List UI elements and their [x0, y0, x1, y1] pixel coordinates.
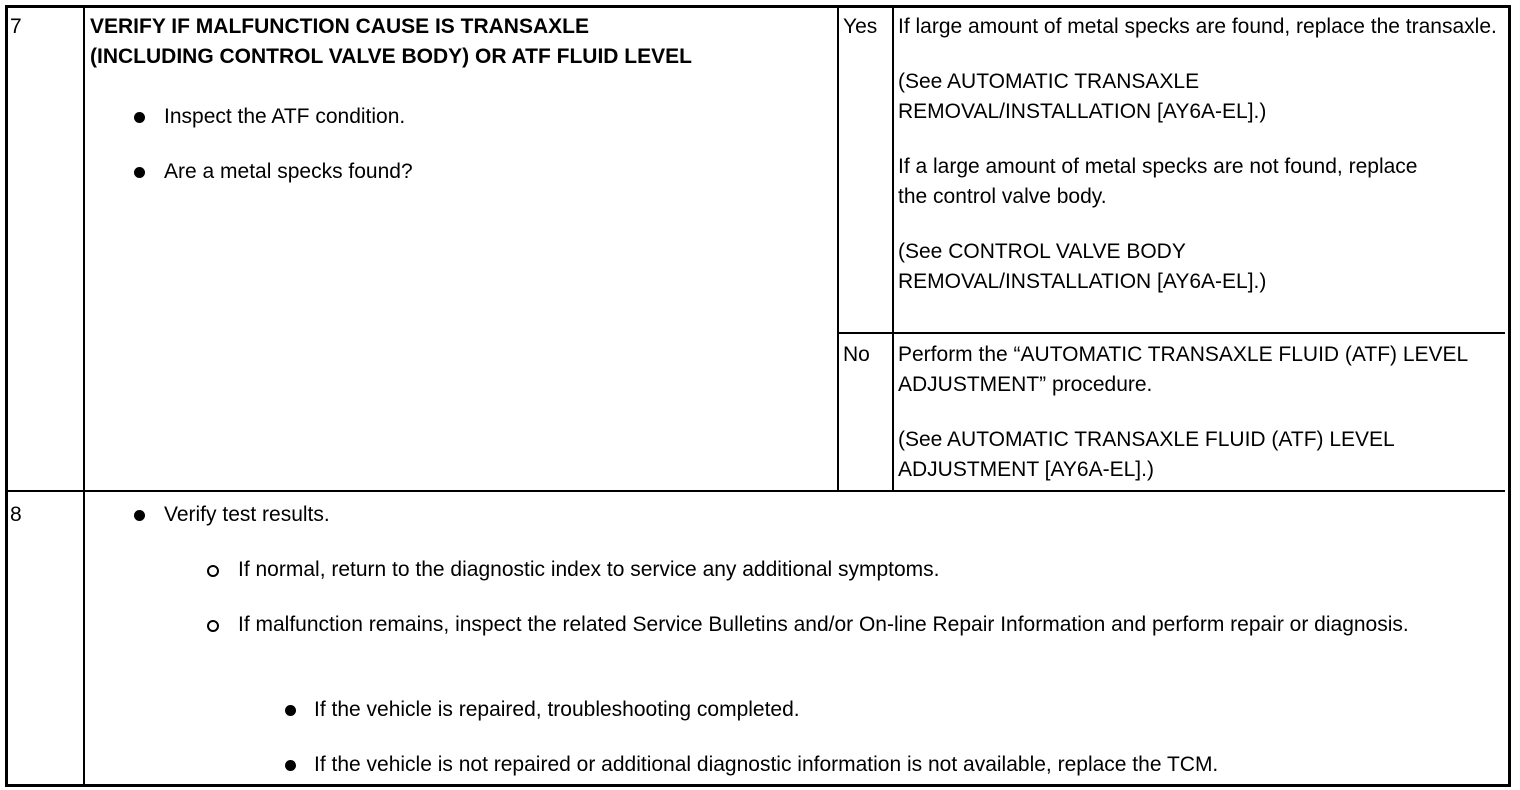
no-action-perform-adjustment: Perform the “AUTOMATIC TRANSAXLE FLUID (ATF) LEVEL ADJUSTMENT” procedure. [898, 343, 1468, 396]
sub-bullet-icon [207, 620, 219, 632]
yes-action-replace-transaxle: If large amount of metal specks are found, replace the transaxle. [898, 15, 1497, 38]
yes-action-replace-valve-body: If a large amount of metal specks are not found, replace the control valve body. [898, 155, 1418, 208]
sub-bullet-icon [207, 565, 219, 577]
step8-sub-bullet-1: If normal, return to the diagnostic index to service any additional symptoms. [238, 558, 940, 581]
bullet-icon [285, 705, 296, 716]
step8-bullet: Verify test results. [164, 503, 330, 526]
divider-answer-column [837, 8, 839, 491]
divider-step7-step8 [8, 490, 1505, 492]
bullet-icon [285, 760, 296, 771]
divider-step-column [83, 8, 85, 784]
no-reference-atf-adjustment: (See AUTOMATIC TRANSAXLE FLUID (ATF) LEVEL ADJUSTMENT [AY6A-EL].) [898, 428, 1394, 481]
step8-number: 8 [10, 503, 22, 526]
step8-subsub-bullet-2: If the vehicle is not repaired or additional diagnostic information is not available, replace the TCM. [314, 753, 1219, 776]
bullet-icon [134, 510, 145, 521]
step7-title-line2: (INCLUDING CONTROL VALVE BODY) OR ATF FLUID LEVEL [90, 45, 692, 68]
divider-action-column [892, 8, 894, 491]
step8-sub-bullet-2: If malfunction remains, inspect the related Service Bulletins and/or On-line Repair Information and perform repair or diagnosis. [238, 613, 1409, 636]
divider-yes-no [837, 332, 1505, 334]
bullet-icon [134, 112, 145, 123]
yes-reference-valve-body-removal: (See CONTROL VALVE BODY REMOVAL/INSTALLATION [AY6A-EL].) [898, 240, 1267, 293]
yes-actions [898, 12, 1503, 297]
step7-bullet-2: Are a metal specks found? [164, 160, 413, 183]
no-actions [898, 340, 1503, 485]
step8-subsub-bullet-1: If the vehicle is repaired, troubleshooting completed. [314, 698, 800, 721]
step7-number: 7 [10, 15, 22, 38]
bullet-icon [134, 167, 145, 178]
step7-title [90, 12, 830, 72]
answer-no-label: No [843, 343, 870, 366]
answer-yes-label: Yes [843, 15, 878, 38]
step7-title-line1: VERIFY IF MALFUNCTION CAUSE IS TRANSAXLE [90, 15, 589, 38]
step7-bullet-1: Inspect the ATF condition. [164, 105, 406, 128]
yes-reference-transaxle-removal: (See AUTOMATIC TRANSAXLE REMOVAL/INSTALLATION [AY6A-EL].) [898, 70, 1267, 123]
diagnostic-table [5, 5, 1511, 787]
